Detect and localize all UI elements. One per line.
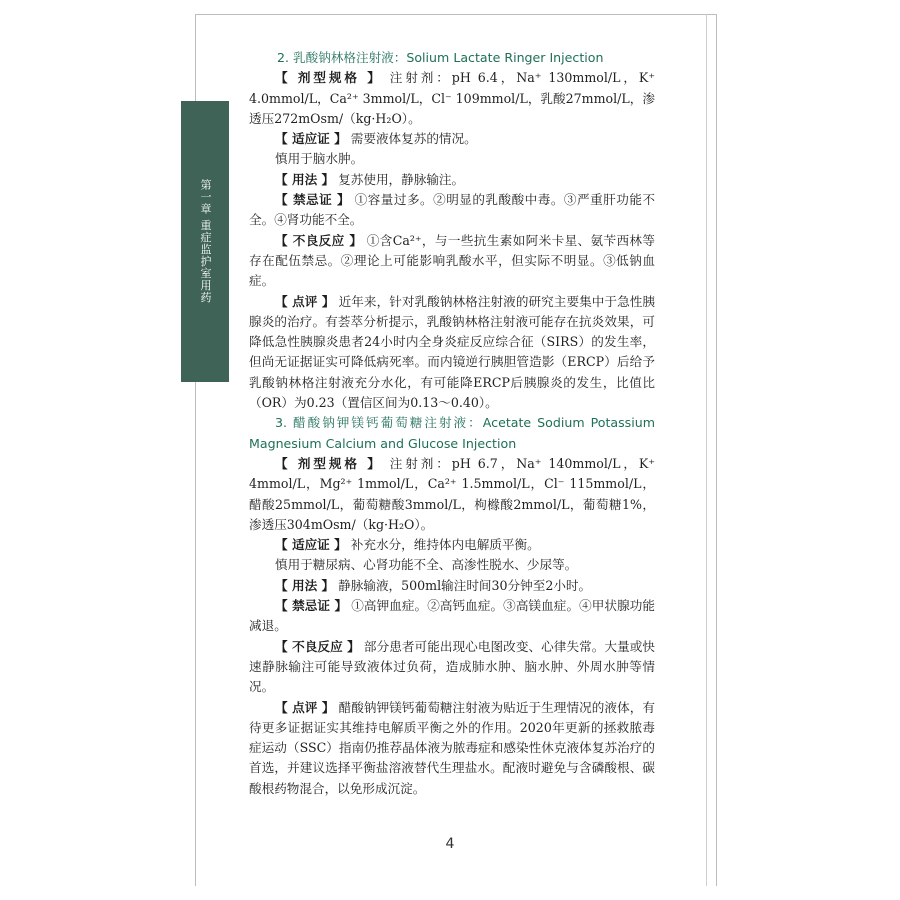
spec-tag: 【 剂型规格 】 (275, 455, 383, 471)
page-number (0, 836, 900, 852)
indication-text: 补充水分，维持体内电解质平衡。 (350, 537, 540, 553)
adverse-tag: 【 不良反应 】 (275, 638, 360, 654)
section-3-comment (249, 698, 655, 799)
section-2-indication-note: 慎用于脑水肿。 (275, 151, 364, 167)
chapter-tab-label: 第一章 重症监护室用药 (199, 179, 212, 304)
section-2-indication (249, 129, 655, 149)
indication-tag: 【 适应证 】 (275, 537, 347, 553)
adverse-tag: 【 不良反应 】 (275, 232, 363, 248)
section-2-comment (249, 292, 655, 414)
usage-tag: 【 用法 】 (275, 171, 335, 187)
comment-text: 醋酸钠钾镁钙葡萄糖注射液为贴近于生理情况的液体，有待更多证据证实其维持电解质平衡之外的作用。2020年更新的拯救脓毒症运动（SSC）指南仍推荐晶体液为脓毒症和感染性休克液体复苏治疗的首选，并建议选择平衡盐溶液替代生理盐水。配液时避免与含磷酸根、碳酸根药物混合，以免形成沉淀。 (249, 699, 655, 796)
spec-text: 注射剂：pH 6.4，Na⁺ 130mmol/L，K⁺ 4.0mmol/L，Ca²⁺ 3mmol/L，Cl⁻ 109mmol/L，乳酸27mmol/L，渗透压272mOsm/（kg·H₂O）。 (249, 70, 655, 126)
indication-text: 需要液体复苏的情况。 (350, 131, 477, 147)
page-edge-line (706, 14, 707, 886)
comment-tag: 【 点评 】 (275, 699, 335, 715)
contraindication-text: ①高钾血症。②高钙血症。③高镁血症。④甲状腺功能减退。 (249, 598, 655, 634)
usage-text: 静脉输液，500ml输注时间30分钟至2小时。 (338, 577, 592, 593)
section-3-heading: 3. 醋酸钠钾镁钙葡萄糖注射液：Acetate Sodium Potassium Magnesium Calcium and Glucose Injection (249, 415, 655, 451)
usage-text: 复苏使用，静脉输注。 (338, 171, 465, 187)
spec-text: 注射剂：pH 6.7，Na⁺ 140mmol/L，K⁺ 4mmol/L，Mg²⁺ 1mmol/L，Ca²⁺ 1.5mmol/L，Cl⁻ 115mmol/L，醋酸25mmol/L，葡萄糖酸3mmol/L，枸橼酸2mmol/L，葡萄糖1%，渗透压304mOsm/（kg·H₂O）。 (249, 455, 655, 532)
section-2-usage (249, 170, 655, 190)
contraindication-tag: 【 禁忌证 】 (275, 598, 348, 614)
indication-tag: 【 适应证 】 (275, 131, 347, 147)
section-3-indication (249, 535, 655, 555)
section-3-indication-note: 慎用于糖尿病、心肾功能不全、高渗性脱水、少尿等。 (275, 557, 578, 573)
spec-tag: 【 剂型规格 】 (275, 70, 383, 86)
section-2-spec (249, 68, 655, 129)
chapter-tab (181, 101, 229, 382)
section-2-adverse (249, 231, 655, 292)
section-3-adverse (249, 637, 655, 698)
section-2-contraindication (249, 190, 655, 231)
contraindication-tag: 【 禁忌证 】 (275, 192, 351, 208)
section-3-contraindication (249, 596, 655, 637)
section-2-heading: 2. 乳酸钠林格注射液：Solium Lactate Ringer Injection (277, 50, 604, 65)
adverse-text: 部分患者可能出现心电图改变、心律失常。大量或快速静脉输注可能导致液体过负荷，造成肺水肿、脑水肿、外周水肿等情况。 (249, 638, 655, 695)
contraindication-text: ①容量过多。②明显的乳酸酸中毒。③严重肝功能不全。④肾功能不全。 (249, 192, 655, 228)
section-3-spec (249, 454, 655, 535)
adverse-text: ①含Ca²⁺，与一些抗生素如阿米卡星、氨苄西林等存在配伍禁忌。②理论上可能影响乳酸水平，但实际不明显。③低钠血症。 (249, 232, 655, 289)
section-3-usage (249, 576, 655, 596)
comment-text: 近年来，针对乳酸钠林格注射液的研究主要集中于急性胰腺炎的治疗。有荟萃分析提示，乳酸钠林格注射液可能存在抗炎效果，可降低急性胰腺炎患者24小时内全身炎症反应综合征（SIRS）的发生率，但尚无证据证实可降低病死率。而内镜逆行胰胆管造影（ERCP）后给予乳酸钠林格注射液充分水化，有可能降ERCP后胰腺炎的发生，比值比（OR）为0.23（置信区间为0.13～0.40）。 (249, 293, 655, 411)
comment-tag: 【 点评 】 (275, 293, 335, 309)
usage-tag: 【 用法 】 (275, 577, 335, 593)
page-content (249, 48, 655, 799)
page-number-label: 4 (445, 836, 455, 852)
